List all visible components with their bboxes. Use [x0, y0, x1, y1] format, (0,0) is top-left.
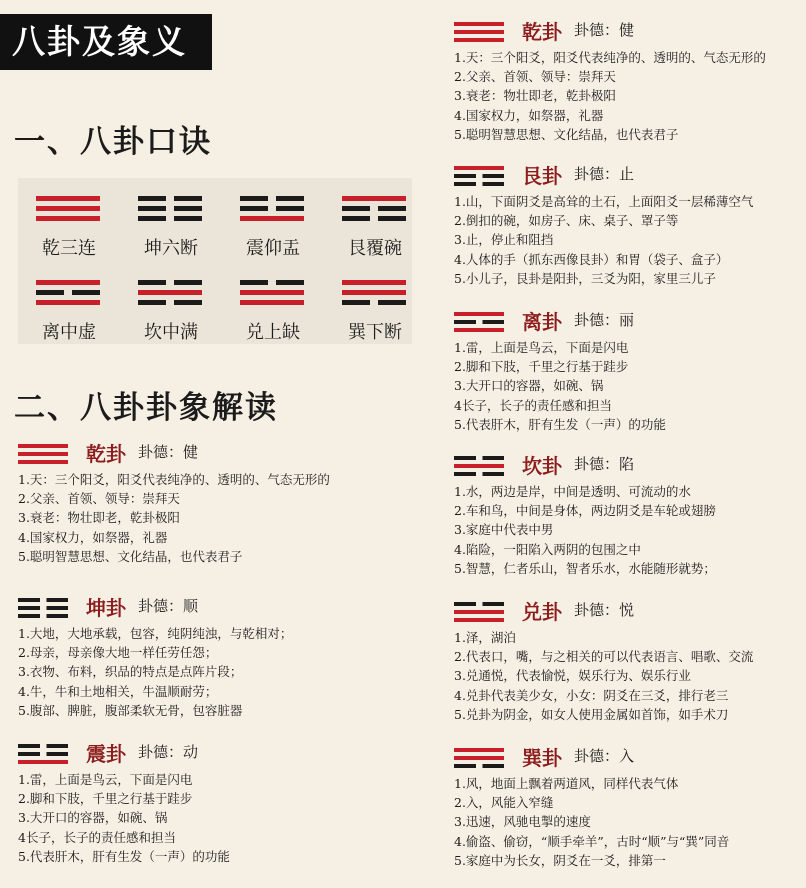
trigram-line-broken — [454, 456, 504, 460]
meaning-item: 3.止，停止和阻挡 — [454, 232, 554, 248]
trigram-line-solid — [240, 290, 304, 295]
meaning-item: 3.家庭中代表中男 — [454, 522, 554, 538]
trigram-meaning-list — [18, 770, 230, 866]
trigram-symbol — [454, 602, 504, 626]
mnemonic-label: 巽下断 — [348, 322, 402, 343]
meaning-item: 1.大地，大地承载，包容，纯阴纯浊，与乾相对； — [18, 626, 293, 641]
trigram-line-broken — [342, 206, 406, 211]
trigram-line-broken — [240, 196, 304, 201]
trigram-line-broken — [138, 196, 202, 201]
meaning-item: 5.小儿子，艮卦是阳卦，三爻为阳，家里三儿子 — [454, 270, 716, 286]
trigram-line-solid — [138, 290, 202, 295]
trigram-line-solid — [454, 312, 504, 316]
trigram-line-solid — [18, 760, 68, 764]
page-title: 八卦及象义 — [0, 14, 212, 70]
trigram-symbol — [138, 196, 202, 226]
meaning-item: 2.入，风能入窄缝 — [454, 795, 554, 811]
trigram-line-broken — [454, 602, 504, 606]
trigram-name: 艮卦 — [522, 164, 562, 188]
trigram-symbol — [454, 456, 504, 480]
trigram-line-broken — [454, 174, 504, 178]
meaning-item: 3.大开口的容器，如碗、锅 — [454, 378, 604, 394]
trigram-line-broken — [18, 614, 68, 618]
trigram-meaning-list — [18, 624, 292, 720]
trigram-line-broken — [454, 182, 504, 186]
trigram-line-broken — [342, 216, 406, 221]
mnemonic-cell — [22, 184, 116, 258]
trigram-symbol — [454, 312, 504, 336]
trigram-line-broken — [138, 216, 202, 221]
trigram-symbol — [240, 280, 304, 310]
meaning-item: 5.兑卦为阴金，如女人使用金属如首饰，如手术刀 — [454, 706, 729, 722]
meaning-item: 4.兑卦代表美少女，小女：阴爻在三爻，排行老三 — [454, 687, 729, 703]
trigram-virtue: 卦德：丽 — [574, 311, 635, 329]
trigram-line-solid — [454, 748, 504, 752]
meaning-item: 5.聪明智慧思想、文化结晶，也代表君子 — [18, 548, 243, 564]
trigram-name: 兑卦 — [522, 600, 562, 624]
trigram-symbol — [240, 196, 304, 226]
mnemonic-cell — [226, 184, 320, 258]
trigram-meaning-list — [454, 774, 729, 870]
meaning-item: 5.智慧，仁者乐山，智者乐水，水能随形就势； — [454, 560, 716, 576]
trigram-virtue: 卦德：入 — [574, 747, 635, 765]
trigram-meaning-list — [454, 48, 766, 144]
trigram-virtue: 卦德：健 — [138, 443, 199, 461]
meaning-item: 3.迅速，风驰电掣的速度 — [454, 814, 591, 830]
meaning-item: 1.天：三个阳爻，阳爻代表纯净的、透明的、气态无形的 — [18, 472, 330, 487]
mnemonic-label: 艮覆碗 — [348, 238, 402, 259]
trigram-line-broken — [240, 206, 304, 211]
trigram-symbol — [454, 748, 504, 772]
trigram-line-broken — [138, 206, 202, 211]
trigram-symbol — [18, 598, 68, 622]
meaning-item: 1.山，下面阴爻是高耸的土石，上面阳爻一层稀薄空气 — [454, 194, 754, 209]
trigram-virtue: 卦德：悦 — [574, 601, 635, 619]
trigram-line-solid — [454, 328, 504, 332]
trigram-virtue: 卦德：止 — [574, 165, 635, 183]
trigram-line-broken — [240, 280, 304, 285]
trigram-line-broken — [138, 300, 202, 305]
trigram-meaning-list — [454, 338, 666, 434]
meaning-item: 1.天：三个阳爻，阳爻代表纯净的、透明的、气态无形的 — [454, 50, 766, 65]
meaning-item: 3.衣物、布料，织品的特点是点阵片段； — [18, 664, 243, 680]
meaning-item: 4长子，长子的责任感和担当 — [18, 829, 176, 845]
meaning-item: 4.偷盗、偷窃，“顺手牵羊”，古时“顺”与“巽”同音 — [454, 833, 730, 849]
trigram-virtue: 卦德：动 — [138, 743, 199, 761]
mnemonic-label: 离中虚 — [42, 322, 96, 343]
trigram-line-broken — [18, 752, 68, 756]
meaning-item: 1.雷，上面是鸟云，下面是闪电 — [454, 340, 629, 355]
trigram-symbol — [36, 280, 100, 310]
meaning-item: 5.代表肝木，肝有生发（一声）的功能 — [454, 416, 666, 432]
trigram-symbol — [342, 280, 406, 310]
trigram-line-solid — [342, 290, 406, 295]
mnemonic-label: 震仰盂 — [246, 238, 300, 259]
meaning-item: 5.腹部、脾脏，腹部柔软无骨，包容脏器 — [18, 702, 243, 718]
trigram-line-solid — [36, 196, 100, 201]
meaning-item: 3.兑通悦，代表愉悦，娱乐行为、娱乐行业 — [454, 668, 691, 684]
trigram-line-broken — [18, 598, 68, 602]
trigram-line-solid — [240, 216, 304, 221]
trigram-meaning-list — [454, 482, 716, 578]
trigram-line-broken — [342, 300, 406, 305]
meaning-item: 4.国家权力，如祭器，礼器 — [18, 529, 168, 545]
trigram-line-solid — [454, 618, 504, 622]
section-title-interpretation: 二、八卦卦象解读 — [14, 390, 278, 426]
trigram-line-solid — [454, 38, 504, 42]
meaning-item: 2.倒扣的碗，如房子、床、桌子、罩子等 — [454, 213, 679, 229]
trigram-line-solid — [240, 300, 304, 305]
trigram-name: 震卦 — [86, 742, 126, 766]
meaning-item: 5.聪明智慧思想、文化结晶，也代表君子 — [454, 126, 679, 142]
meaning-item: 2.脚和下肢，千里之行基于跬步 — [18, 791, 193, 807]
meaning-item: 1.水，两边是岸，中间是透明、可流动的水 — [454, 484, 691, 499]
trigram-symbol — [454, 22, 504, 46]
meaning-item: 3.衰老：物壮即老，乾卦极阳 — [18, 510, 180, 526]
mnemonic-label: 坤六断 — [144, 238, 198, 259]
trigram-line-solid — [342, 280, 406, 285]
trigram-name: 巽卦 — [522, 746, 562, 770]
meaning-item: 5.代表肝木，肝有生发（一声）的功能 — [18, 848, 230, 864]
trigram-line-solid — [454, 30, 504, 34]
trigram-virtue: 卦德：健 — [574, 21, 635, 39]
meaning-item: 2.脚和下肢，千里之行基于跬步 — [454, 359, 629, 375]
trigram-line-solid — [18, 444, 68, 448]
mnemonic-grid — [18, 178, 412, 344]
trigram-line-broken — [18, 606, 68, 610]
meaning-item: 4.牛，牛和土地相关，牛温顺耐劳； — [18, 683, 218, 699]
mnemonic-label: 坎中满 — [144, 322, 198, 343]
meaning-item: 2.代表口，嘴，与之相关的可以代表语言、唱歌、交流 — [454, 649, 754, 665]
trigram-line-solid — [18, 452, 68, 456]
mnemonic-cell — [328, 268, 422, 342]
section-title-mnemonics: 一、八卦口诀 — [14, 124, 212, 160]
trigram-virtue: 卦德：陷 — [574, 455, 635, 473]
meaning-item: 2.父亲、首领、领导：崇拜天 — [454, 69, 616, 85]
trigram-line-broken — [138, 280, 202, 285]
trigram-name: 乾卦 — [522, 20, 562, 44]
trigram-line-broken — [454, 472, 504, 476]
trigram-symbol — [18, 444, 68, 468]
meaning-item: 3.大开口的容器，如碗、锅 — [18, 810, 168, 826]
trigram-line-broken — [454, 764, 504, 768]
trigram-symbol — [18, 744, 68, 768]
trigram-name: 坤卦 — [86, 596, 126, 620]
meaning-item: 4.陷险，一阳陷入两阴的包围之中 — [454, 541, 641, 557]
meaning-item: 1.泽，湖泊 — [454, 630, 516, 645]
trigram-meaning-list — [454, 628, 753, 724]
meaning-item: 1.风，地面上飘着两道风，同样代表气体 — [454, 776, 679, 791]
mnemonic-label: 兑上缺 — [246, 322, 300, 343]
trigram-line-broken — [36, 290, 100, 295]
trigram-line-solid — [36, 300, 100, 305]
trigram-meaning-list — [18, 470, 330, 566]
trigram-line-solid — [36, 280, 100, 285]
trigram-line-solid — [342, 196, 406, 201]
trigram-line-solid — [454, 464, 504, 468]
trigram-line-solid — [36, 216, 100, 221]
meaning-item: 3.衰老：物壮即老，乾卦极阳 — [454, 88, 616, 104]
meaning-item: 4长子，长子的责任感和担当 — [454, 397, 612, 413]
trigram-symbol — [342, 196, 406, 226]
mnemonic-cell — [124, 184, 218, 258]
trigram-symbol — [138, 280, 202, 310]
trigram-line-solid — [454, 166, 504, 170]
mnemonic-cell — [124, 268, 218, 342]
mnemonic-cell — [226, 268, 320, 342]
trigram-line-solid — [454, 756, 504, 760]
meaning-item: 2.母亲，母亲像大地一样任劳任怨； — [18, 645, 218, 661]
trigram-line-broken — [454, 320, 504, 324]
trigram-line-solid — [18, 460, 68, 464]
trigram-symbol — [36, 196, 100, 226]
meaning-item: 2.车和鸟，中间是身体，两边阴爻是车轮或翅膀 — [454, 503, 716, 519]
meaning-item: 5.家庭中为长女，阴爻在一爻，排第一 — [454, 852, 666, 868]
trigram-meaning-list — [454, 192, 753, 288]
mnemonic-label: 乾三连 — [42, 238, 96, 259]
trigram-name: 离卦 — [522, 310, 562, 334]
mnemonic-cell — [328, 184, 422, 258]
meaning-item: 1.雷，上面是鸟云，下面是闪电 — [18, 772, 193, 787]
trigram-line-broken — [18, 744, 68, 748]
trigram-symbol — [454, 166, 504, 190]
trigram-line-solid — [454, 22, 504, 26]
meaning-item: 4.人体的手（抓东西像艮卦）和胃（袋子、盒子） — [454, 251, 729, 267]
trigram-line-solid — [454, 610, 504, 614]
meaning-item: 2.父亲、首领、领导：崇拜天 — [18, 491, 180, 507]
meaning-item: 4.国家权力，如祭器，礼器 — [454, 107, 604, 123]
trigram-name: 坎卦 — [522, 454, 562, 478]
trigram-line-solid — [36, 206, 100, 211]
trigram-virtue: 卦德：顺 — [138, 597, 199, 615]
trigram-name: 乾卦 — [86, 442, 126, 466]
mnemonic-cell — [22, 268, 116, 342]
